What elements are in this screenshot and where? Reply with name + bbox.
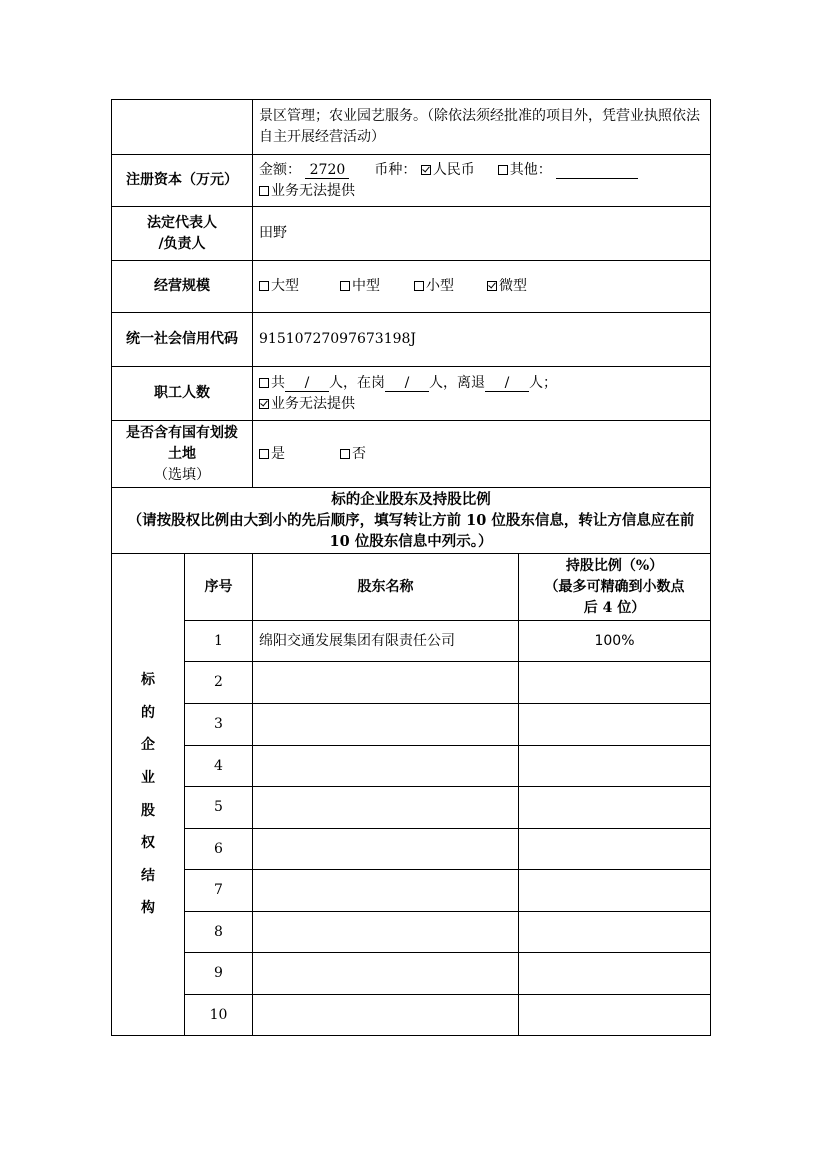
scale-large-checkbox[interactable] xyxy=(259,281,269,291)
currency-rmb-label: 人民币 xyxy=(432,161,475,178)
legal-rep-value: 田野 xyxy=(253,207,711,261)
amount-prefix: 金额： xyxy=(259,161,301,178)
shareholder-name[interactable] xyxy=(253,746,519,787)
currency-rmb-checkbox[interactable] xyxy=(421,165,431,175)
side-label-char: 构 xyxy=(141,900,155,917)
employees-unit2: 人，离退 xyxy=(429,374,485,391)
shareholder-index: 1 xyxy=(185,621,253,662)
side-label-char: 的 xyxy=(141,704,155,721)
employees-not-provided-checkbox[interactable] xyxy=(259,399,269,409)
legal-rep-label-line1: 法定代表人 xyxy=(147,214,217,231)
shareholder-ratio[interactable] xyxy=(519,995,711,1036)
shareholder-index: 9 xyxy=(185,953,253,995)
shareholder-name[interactable] xyxy=(253,787,519,829)
amount-field[interactable]: 2720 xyxy=(305,162,349,179)
state-land-label xyxy=(112,421,253,488)
shareholder-ratio[interactable] xyxy=(519,870,711,912)
col-ratio-line1: 持股比例（%） xyxy=(565,557,664,574)
scale-options xyxy=(253,261,711,313)
shareholder-name[interactable] xyxy=(253,662,519,704)
currency-other-field[interactable] xyxy=(556,162,638,179)
table-row xyxy=(112,953,711,995)
col-ratio-line2: （最多可精确到小数点 xyxy=(544,578,685,595)
scale-option-large[interactable] xyxy=(259,276,340,297)
table-row xyxy=(112,787,711,829)
employees-unit1: 人，在岗 xyxy=(329,374,385,391)
scale-large-label: 大型 xyxy=(271,278,299,294)
capital-not-provided-label: 业务无法提供 xyxy=(271,182,355,199)
employees-total-field[interactable]: / xyxy=(285,375,329,392)
legal-rep-label-line2: /负责人 xyxy=(158,235,206,252)
side-label-char: 股 xyxy=(141,802,155,819)
state-land-label-line2: 土地 xyxy=(168,445,196,462)
shareholder-ratio[interactable] xyxy=(519,662,711,704)
currency-other-option[interactable] xyxy=(498,160,552,181)
shareholder-name[interactable]: 绵阳交通发展集团有限责任公司 xyxy=(253,621,519,662)
shareholder-index: 8 xyxy=(185,912,253,953)
shareholder-index: 2 xyxy=(185,662,253,704)
shareholder-index: 5 xyxy=(185,787,253,829)
table-row xyxy=(112,662,711,704)
land-no-label: 否 xyxy=(352,445,366,462)
shareholders-title-row xyxy=(112,488,711,554)
state-land-label-line3: （选填） xyxy=(154,466,210,483)
side-label-char: 业 xyxy=(141,769,155,786)
scale-option-medium[interactable] xyxy=(340,276,414,297)
shareholder-ratio[interactable]: 100% xyxy=(519,621,711,662)
shareholder-header-row xyxy=(112,554,711,621)
shareholder-ratio[interactable] xyxy=(519,953,711,995)
scale-micro-checkbox[interactable] xyxy=(487,281,497,291)
land-no-option[interactable] xyxy=(340,444,366,465)
table-row xyxy=(112,704,711,746)
table-row xyxy=(112,912,711,953)
employees-retired-field[interactable]: / xyxy=(485,375,529,392)
shareholders-title-cell xyxy=(112,488,711,554)
scale-medium-label: 中型 xyxy=(352,278,380,294)
side-label-char: 标 xyxy=(141,672,155,689)
credit-code-label: 统一社会信用代码 xyxy=(112,313,253,367)
shareholder-ratio[interactable] xyxy=(519,912,711,953)
scale-label: 经营规模 xyxy=(112,261,253,313)
shareholder-ratio[interactable] xyxy=(519,787,711,829)
scale-option-micro[interactable] xyxy=(487,276,527,297)
scale-small-checkbox[interactable] xyxy=(414,281,424,291)
state-land-label-line1: 是否含有国有划拨 xyxy=(126,424,238,441)
table-row xyxy=(112,829,711,870)
shareholder-index: 7 xyxy=(185,870,253,912)
shareholder-name[interactable] xyxy=(253,953,519,995)
state-land-row xyxy=(112,421,711,488)
col-name-header: 股东名称 xyxy=(253,554,519,621)
side-label-char: 结 xyxy=(141,867,155,884)
employees-row xyxy=(112,367,711,421)
land-yes-checkbox[interactable] xyxy=(259,449,269,459)
employees-label: 职工人数 xyxy=(112,367,253,421)
shareholder-ratio[interactable] xyxy=(519,829,711,870)
business-scope-label-cell xyxy=(112,100,253,155)
shareholder-index: 3 xyxy=(185,704,253,746)
land-yes-option[interactable] xyxy=(259,444,340,465)
employees-not-provided-label: 业务无法提供 xyxy=(271,395,355,412)
scale-option-small[interactable] xyxy=(414,276,487,297)
employees-total-prefix: 共 xyxy=(271,374,285,391)
side-label-char: 权 xyxy=(141,835,155,852)
legal-rep-label xyxy=(112,207,253,261)
credit-code-value: 91510727097673198J xyxy=(253,313,711,367)
business-scope-value xyxy=(253,100,711,155)
table-row xyxy=(112,995,711,1036)
col-ratio-line3: 后 4 位） xyxy=(583,599,646,616)
shareholder-index: 6 xyxy=(185,829,253,870)
currency-other-label: 其他： xyxy=(509,161,552,178)
capital-not-provided-checkbox[interactable] xyxy=(259,186,269,196)
registered-capital-row xyxy=(112,155,711,207)
shareholder-name[interactable] xyxy=(253,912,519,953)
registered-capital-label: 注册资本（万元） xyxy=(112,155,253,207)
shareholder-name[interactable] xyxy=(253,870,519,912)
employees-onjob-field[interactable]: / xyxy=(385,375,429,392)
shareholder-name[interactable] xyxy=(253,704,519,746)
side-label-char: 企 xyxy=(141,737,155,754)
currency-other-checkbox[interactable] xyxy=(498,165,508,175)
enterprise-info-table xyxy=(111,99,711,1036)
equity-structure-side-label xyxy=(112,554,185,1036)
employees-not-provided-option[interactable] xyxy=(259,394,355,415)
shareholder-index: 4 xyxy=(185,746,253,787)
shareholder-ratio[interactable] xyxy=(519,704,711,746)
shareholder-name[interactable] xyxy=(253,829,519,870)
registered-capital-value xyxy=(253,155,711,207)
credit-code-row xyxy=(112,313,711,367)
land-no-checkbox[interactable] xyxy=(340,449,350,459)
business-scope-row xyxy=(112,100,711,155)
land-yes-label: 是 xyxy=(271,445,285,462)
shareholder-ratio[interactable] xyxy=(519,746,711,787)
shareholder-name[interactable] xyxy=(253,995,519,1036)
capital-not-provided-option[interactable] xyxy=(259,181,355,202)
shareholder-index: 10 xyxy=(185,995,253,1036)
employees-value xyxy=(253,367,711,421)
shareholders-title: 标的企业股东及持股比例 xyxy=(331,491,491,508)
state-land-options xyxy=(253,421,711,488)
scale-medium-checkbox[interactable] xyxy=(340,281,350,291)
scale-micro-label: 微型 xyxy=(499,278,527,294)
employees-unit3: 人； xyxy=(529,374,557,391)
scale-row xyxy=(112,261,711,313)
col-index-header: 序号 xyxy=(185,554,253,621)
table-row xyxy=(112,746,711,787)
table-row xyxy=(112,870,711,912)
scale-small-label: 小型 xyxy=(426,278,454,294)
employees-total-checkbox[interactable] xyxy=(259,378,269,388)
currency-rmb-option[interactable] xyxy=(421,160,475,181)
currency-prefix: 币种： xyxy=(374,161,417,178)
shareholders-note: （请按股权比例由大到小的先后顺序，填写转让方前 10 位股东信息，转让方信息应在前 10 位股东信息中列示。） xyxy=(127,512,695,550)
col-ratio-header xyxy=(519,554,711,621)
table-row xyxy=(112,621,711,662)
legal-rep-row xyxy=(112,207,711,261)
business-scope-text: 景区管理；农业园艺服务。（除依法须经批准的项目外，凭营业执照依法自主开展经营活动） xyxy=(259,108,700,145)
